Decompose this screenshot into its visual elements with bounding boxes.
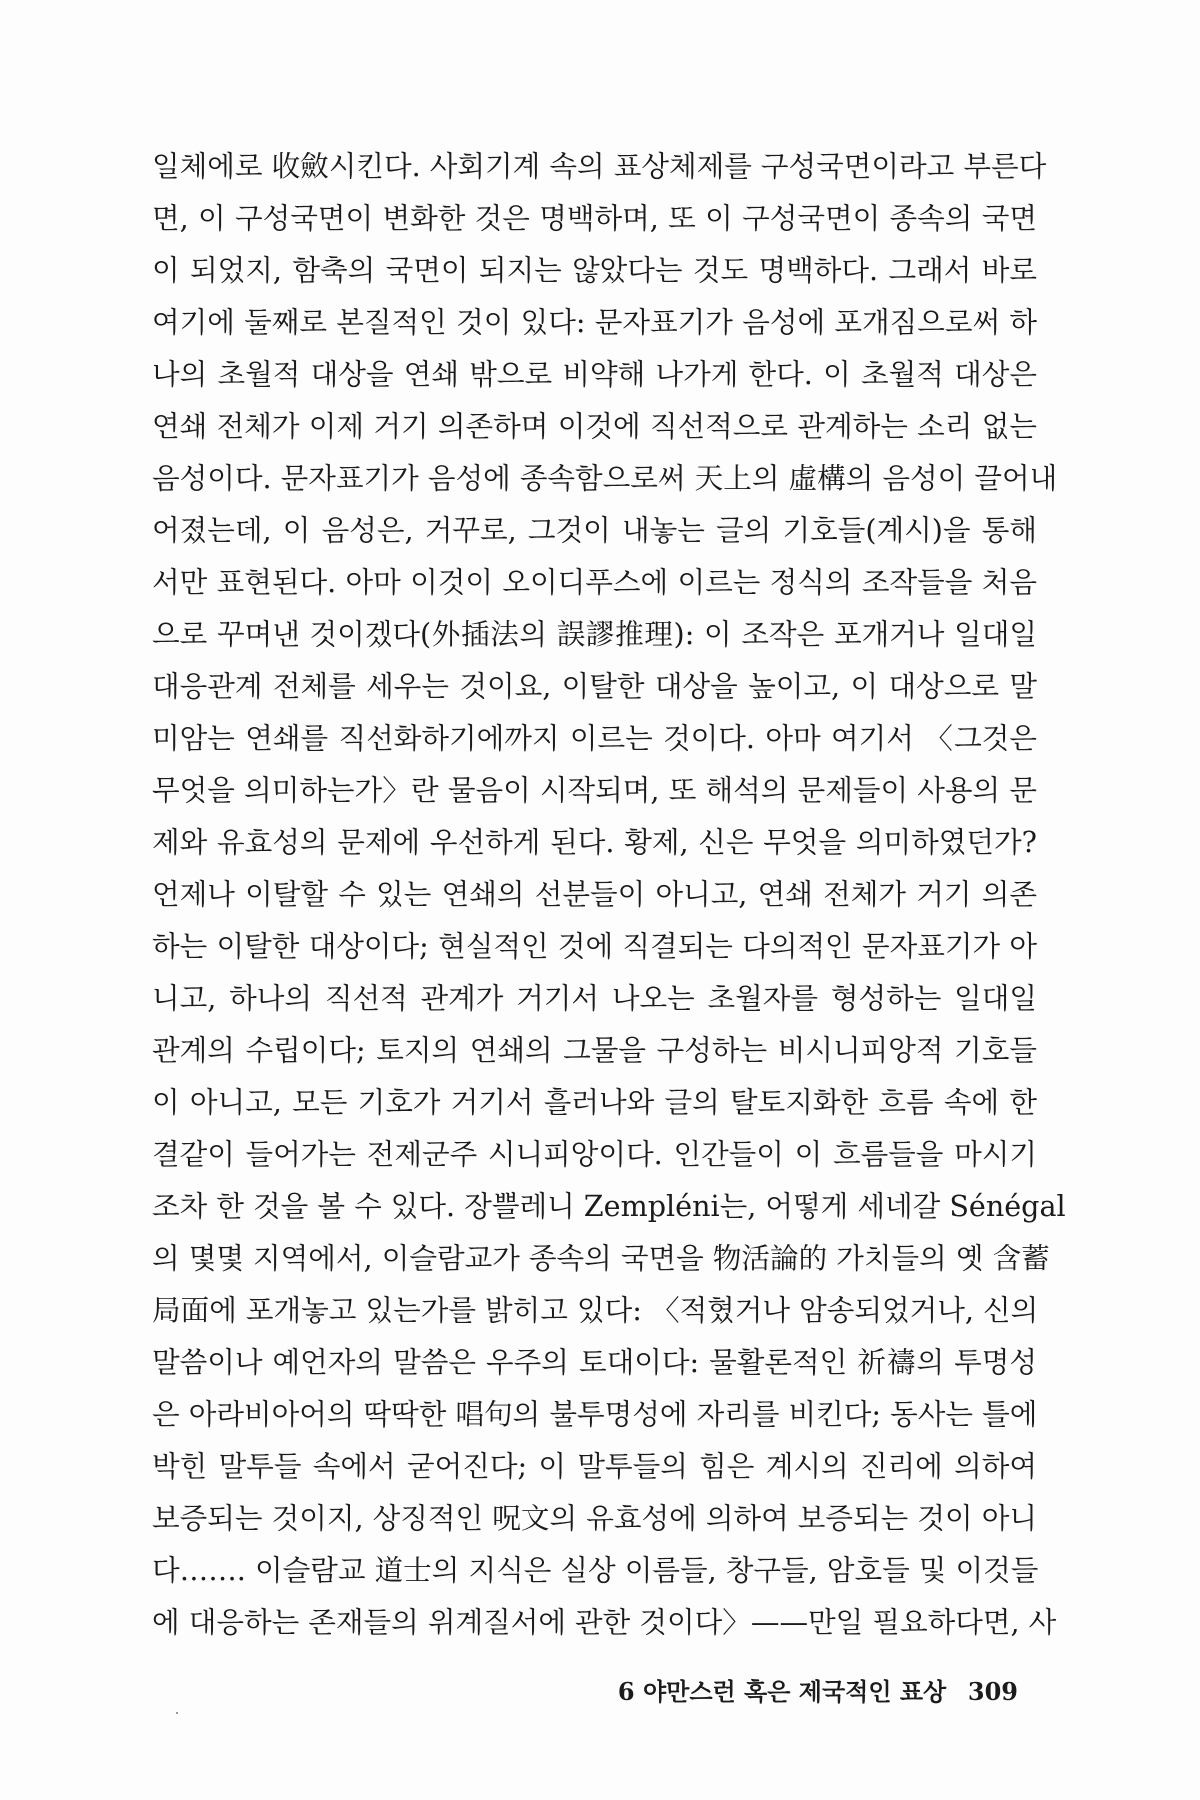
text-line: 대응관계 전체를 세우는 것이요, 이탈한 대상을 높이고, 이 대상으로 말 xyxy=(152,669,1037,703)
text-line: 에 대응하는 존재들의 위계질서에 관한 것이다〉——만일 필요하다면, 사 xyxy=(152,1605,1057,1639)
text-line: 하는 이탈한 대상이다; 현실적인 것에 직결되는 다의적인 문자표기가 아 xyxy=(152,929,1037,963)
text-line: 언제나 이탈할 수 있는 연쇄의 선분들이 아니고, 연쇄 전체가 거기 의존 xyxy=(152,877,1037,911)
text-line: 조차 한 것을 볼 수 있다. 장쁠레니 Zempléni는, 어떻게 세네갈 Sénégal xyxy=(152,1189,1066,1223)
text-line: 무엇을 의미하는가〉란 물음이 시작되며, 또 해석의 문제들이 사용의 문 xyxy=(152,773,1037,807)
text-line: 서만 표현된다. 아마 이것이 오이디푸스에 이르는 정식의 조작들을 처음 xyxy=(152,565,1037,599)
text-line: 면, 이 구성국면이 변화한 것은 명백하며, 또 이 구성국면이 종속의 국면 xyxy=(152,201,1037,235)
text-line: 음성이다. 문자표기가 음성에 종속함으로써 天上의 虛構의 음성이 끌어내 xyxy=(152,461,1058,495)
text-line: 니고, 하나의 직선적 관계가 거기서 나오는 초월자를 형성하는 일대일 xyxy=(152,981,1037,1015)
text-line: 의 몇몇 지역에서, 이슬람교가 종속의 국면을 物活論的 가치들의 옛 含蓄 xyxy=(152,1241,1050,1275)
text-line: 여기에 둘째로 본질적인 것이 있다: 문자표기가 음성에 포개짐으로써 하 xyxy=(152,305,1037,339)
text-line: 局面에 포개놓고 있는가를 밝히고 있다: 〈적혔거나 암송되었거나, 신의 xyxy=(152,1293,1039,1327)
text-line: 제와 유효성의 문제에 우선하게 된다. 황제, 신은 무엇을 의미하였던가? xyxy=(152,825,1037,859)
text-line: 으로 꾸며낸 것이겠다(外插法의 誤謬推理): 이 조작은 포개거나 일대일 xyxy=(152,617,1037,651)
text-line: 박힌 말투들 속에서 굳어진다; 이 말투들의 힘은 계시의 진리에 의하여 xyxy=(152,1449,1037,1483)
text-line: 보증되는 것이지, 상징적인 呪文의 유효성에 의하여 보증되는 것이 아니 xyxy=(152,1501,1037,1535)
text-line: 일체에로 收斂시킨다. 사회기계 속의 표상체제를 구성국면이라고 부른다 xyxy=(152,149,1047,183)
text-line: 나의 초월적 대상을 연쇄 밖으로 비약해 나가게 한다. 이 초월적 대상은 xyxy=(152,357,1037,391)
page-number: 309 xyxy=(967,1677,1018,1706)
text-line: 은 아라비아어의 딱딱한 唱句의 불투명성에 자리를 비킨다; 동사는 틀에 xyxy=(152,1397,1038,1431)
running-footer xyxy=(618,1672,1018,1707)
text-line: 이 되었지, 함축의 국면이 되지는 않았다는 것도 명백하다. 그래서 바로 xyxy=(152,253,1037,287)
text-line: 미암는 연쇄를 직선화하기에까지 이르는 것이다. 아마 여기서 〈그것은 xyxy=(152,721,1037,755)
text-line: 말씀이나 예언자의 말씀은 우주의 토대이다: 물활론적인 祈禱의 투명성 xyxy=(152,1345,1037,1379)
print-speck xyxy=(176,1712,178,1714)
text-line: 연쇄 전체가 이제 거기 의존하며 이것에 직선적으로 관계하는 소리 없는 xyxy=(152,409,1037,443)
text-line: 어졌는데, 이 음성은, 거꾸로, 그것이 내놓는 글의 기호들(계시)을 통해 xyxy=(152,513,1037,547)
text-line: 이 아니고, 모든 기호가 거기서 흘러나와 글의 탈토지화한 흐름 속에 한 xyxy=(152,1085,1037,1119)
body-text xyxy=(152,140,1066,1648)
chapter-title: 6 야만스런 혹은 제국적인 표상 xyxy=(617,1677,947,1706)
text-line: 다……. 이슬람교 道士의 지식은 실상 이름들, 창구들, 암호들 및 이것들 xyxy=(152,1553,1039,1587)
text-line: 관계의 수립이다; 토지의 연쇄의 그물을 구성하는 비시니피앙적 기호들 xyxy=(152,1033,1037,1067)
text-line: 결같이 들어가는 전제군주 시니피앙이다. 인간들이 이 흐름들을 마시기 xyxy=(152,1137,1037,1171)
